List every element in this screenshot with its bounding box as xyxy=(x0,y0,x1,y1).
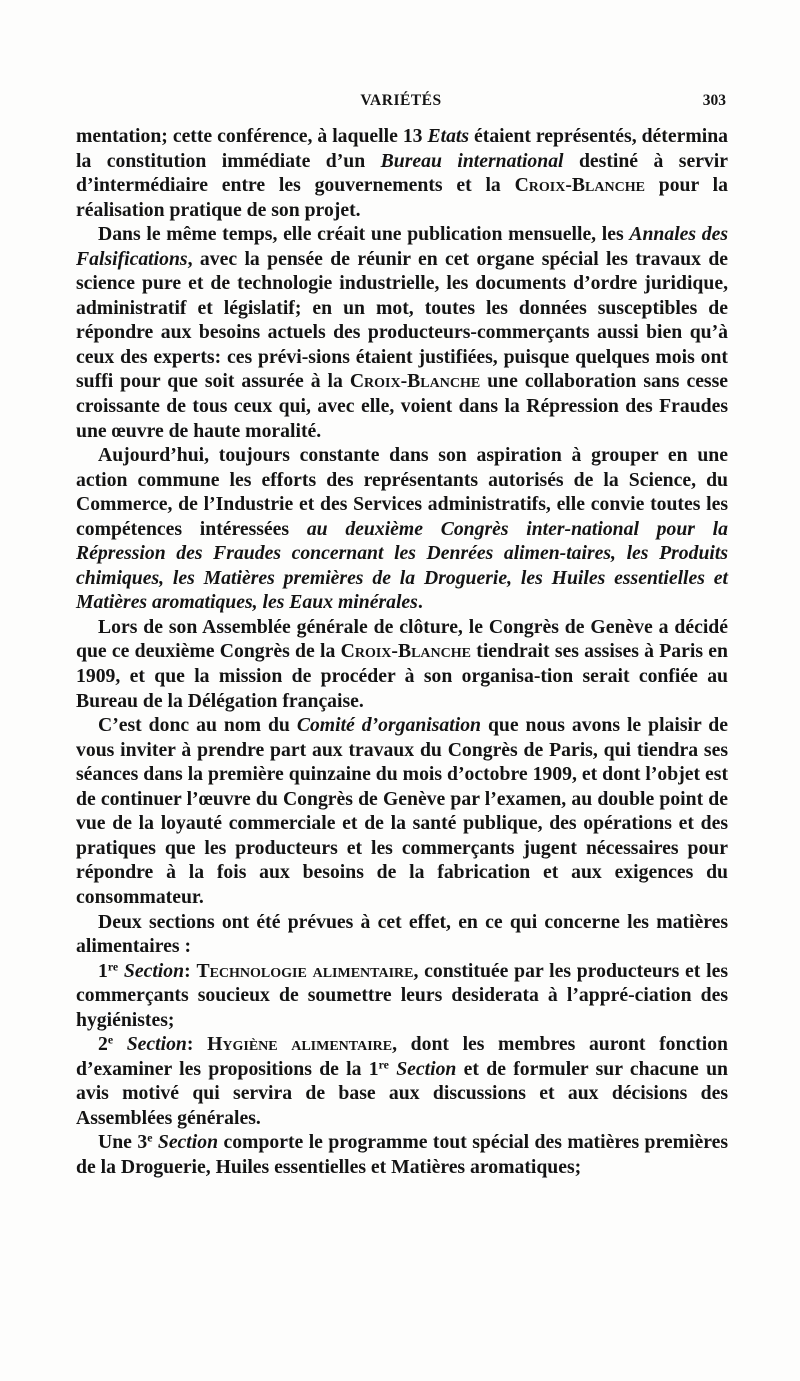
body-text xyxy=(76,124,728,1180)
paragraph-1: mentation; cette conférence, à laquelle 13 Etats étaient représentés, détermina la constitution immédiate d’un Bureau international destiné à servir d’intermédiaire entre les gouvernements et la Croix-Blanche pour la réalisation pratique de son projet. xyxy=(76,125,728,221)
section-2-paragraph: 2e Section: Hygiène alimentaire, dont les membres auront fonction d’examiner les propositions de la 1re Section et de formuler sur chacune un avis motivé qui servira de base aux discussions et aux décisions des Assemblées générales. xyxy=(76,1032,728,1129)
paragraph-3: Aujourd’hui, toujours constante dans son aspiration à grouper en une action commune les efforts des représentants autorisés de la Science, du Commerce, de l’Industrie et des Services administratifs, elle convie toutes les compétences intéressées au deuxième Congrès inter-national pour la Répression des Fraudes concernant les Denrées alimen-taires, les Produits chimiques, les Matières premières de la Droguerie, les Huiles essentielles et Matières aromatiques, les Eaux minérales. xyxy=(76,444,728,614)
page-number: 303 xyxy=(702,92,726,109)
paragraph-4: Lors de son Assemblée générale de clôture, le Congrès de Genève a décidé que ce deuxième Congrès de la Croix-Blanche tiendrait ses assises à Paris en 1909, et que la mission de procéder à son organisa-tion serait confiée au Bureau de la Délégation française. xyxy=(76,615,728,712)
paragraph-5: C’est donc au nom du Comité d’organisation que nous avons le plaisir de vous inviter à prendre part aux travaux du Congrès de Paris, qui tiendra ses séances dans la première quinzaine du mois d’octobre 1909, et dont l’objet est de continuer l’œuvre du Congrès de Genève par l’examen, au double point de vue de la loyauté commerciale et de la santé publique, des opérations et des pratiques que les producteurs et les commerçants jugent nécessaires pour répondre à la fois aux besoins de la fabrication et aux exigences du consommateur. xyxy=(76,714,728,908)
page-header xyxy=(76,92,726,116)
paragraph-2: Dans le même temps, elle créait une publication mensuelle, les Annales des Falsifications, avec la pensée de réunir en cet organe spécial les travaux de science pure et de technologie industrielle, les documents d’ordre juridique, administratif et législatif; en un mot, toutes les données susceptibles de répondre aux besoins actuels des producteurs-commerçants aussi bien qu’à ceux des experts: ces prévi-sions étaient justifiées, puisque quelques mois ont suffi pour que soit assurée à la Croix-Blanche une collaboration sans cesse croissante de tous ceux qui, avec elle, voient dans la Répression des Fraudes une œuvre de haute moralité. xyxy=(76,223,728,442)
section-1-paragraph: 1re Section: Technologie alimentaire, constituée par les producteurs et les commerçants soucieux de soumettre leurs desiderata à l’appré-ciation des hygiénistes; xyxy=(76,959,728,1031)
running-title: VARIÉTÉS xyxy=(360,92,442,109)
paragraph-6: Deux sections ont été prévues à cet effet, en ce qui concerne les matières alimentaires : xyxy=(76,910,728,958)
section-3-paragraph: Une 3e Section comporte le programme tout spécial des matières premières de la Droguerie, Huiles essentielles et Matières aromatiques; xyxy=(76,1130,728,1178)
